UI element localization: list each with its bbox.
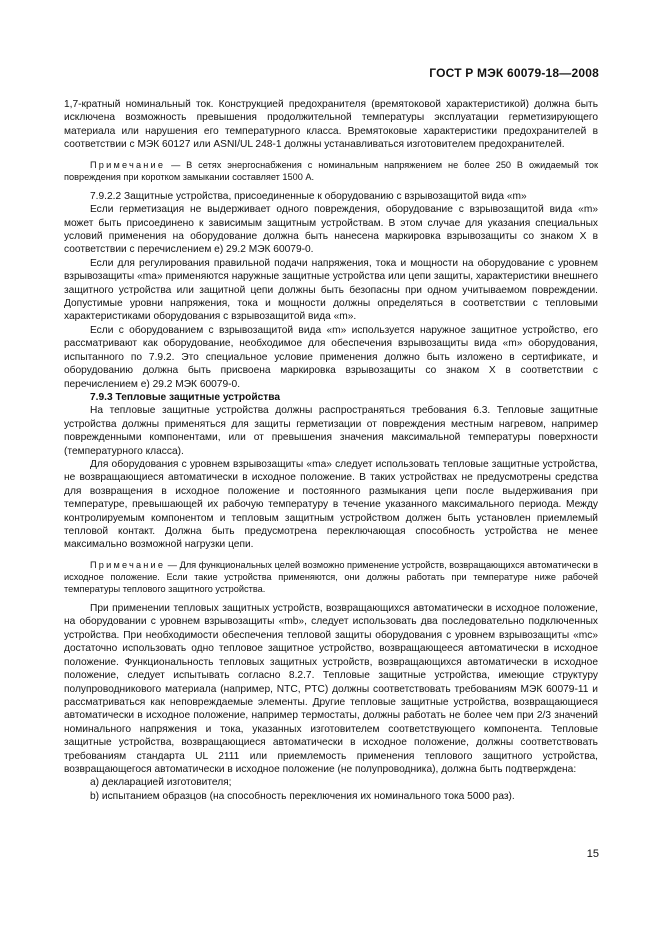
page-body: [64, 98, 598, 803]
paragraph-fuse-current: 1,7-кратный номинальный ток. Конструкцией предохранителя (времятоковой характеристикой) должна быть исключена возможность превышения продолжительной температуры эксплуатации герметизирующего материала или нарушения его температурного класса. Времятоковые характеристики предохранителей в соответствии с МЭК 60127 или ASNI/UL 248-1 должны устанавливаться изготовителем предохранителей.: [64, 99, 598, 151]
note-label: Примечание: [90, 159, 166, 170]
page-number: 15: [586, 848, 599, 860]
list-item-a: a) декларацией изготовителя;: [90, 777, 232, 789]
paragraph-ma-level: Для оборудования с уровнем взрывозащиты «ma» следует использовать тепловые защитные устройства, не возвращающиеся автоматически в исходное положение. В таких устройствах не предусмотрены средства для возвращения в исходное положение и постоянного размыкания цепи после выдерживания при температуре, превышающей их рабочую температуру в течение указанного максимального периода. Между контролируемым компонентом и тепловым защитным устройством должен быть установлен приемлемый тепловой контакт. Должна быть предусмотрена переключающая способность устройства не менее максимально возможной нагрузки цепи.: [64, 458, 598, 551]
paragraph-external-protection: Если для регулирования правильной подачи напряжения, тока и мощности на оборудование с уровнем взрывозащиты «ma» применяются наружные защитные устройства или цепи защиты, характеристики внешнего защитного устройства или защитной цепи должны быть безопасны при одном учитываемом повреждении. Допустимые уровни напряжения, тока и мощности должны определяться в соответствии с тепловыми характеристиками оборудования с взрывозащитой вида «m».: [64, 257, 598, 323]
note-text: — Для функциональных целей возможно применение устройств, возвращающихся автоматически в исходное положение. Если такие устройства применяются, они должны работать при температуре ниже рабочей температуры теплового защитного устройства.: [64, 559, 598, 594]
list-item-b: b) испытанием образцов (на способность переключения их номинального тока 5000 раз).: [90, 790, 515, 802]
paragraph-mb-mc-levels: При применении тепловых защитных устройств, возвращающихся автоматически в исходное положение, на оборудовании с уровнем взрывозащиты «mb», следует использовать два последовательно подключенных устройства. При необходимости обеспечения тепловой защиты оборудования с уровнем взрывозащиты «mc» достаточно использовать одно тепловое защитное устройство, возвращающееся автоматически в исходное положение. Функциональность тепловых защитных устройств, возвращающихся автоматически в исходное положение, следует испытывать согласно 8.2.7. Тепловые защитные устройства, имеющие структуру полупроводникового материала (например, NTC, PTC) должны соответствовать требованиям МЭК 60079-11 и рассматриваться как неповреждаемые элементы. Другие тепловые защитные устройства, возвращающиеся автоматически в исходное положение, например термостаты, должны работать не более чем при 2/3 значений номинального напряжения и тока, указанных изготовителем соответствующего компонента. Тепловые защитные устройства, возвращающиеся автоматически в исходное положение, должны соответствовать требованиям стандарта UL 2111 или приемлемость применения теплового защитного устройства, возвращающегося автоматически в исходное положение (не полупроводника), должна быть подтверждена:: [64, 603, 598, 775]
note-label: Примечание: [90, 559, 166, 570]
note-fault-current: [64, 159, 598, 183]
paragraph-thermal-requirements: На тепловые защитные устройства должны распространяться требования 6.3. Тепловые защитные устройства должны применяться для защиты герметизации от повреждения местным нагревом, например поврежденными компонентами, или от превышения значения максимальной температуры поверхности (температурного класса).: [64, 405, 598, 457]
note-text: — В сетях энергоснабжения с номинальным напряжением не более 250 В ожидаемый ток повреждения при коротком замыкании составляет 1500 А.: [64, 159, 598, 182]
paragraph-dependent-devices: Если герметизация не выдерживает одного повреждения, оборудование с взрывозащитой вида «m» может быть присоединено к зависимым защитным устройствам. В этом случае для указания специальных условий применения на оборудование должна быть нанесена маркировка взрывозащиты со знаком X в соответствии с перечислением e) 29.2 МЭК 60079-0.: [64, 204, 598, 256]
subclause-7-9-2-2: 7.9.2.2 Защитные устройства, присоединенные к оборудованию с взрывозащитой вида «m»: [90, 190, 527, 202]
document-header: ГОСТ Р МЭК 60079-18—2008: [429, 66, 599, 80]
heading-7-9-3: 7.9.3 Тепловые защитные устройства: [90, 391, 281, 403]
paragraph-external-device-cert: Если с оборудованием с взрывозащитой вида «m» используется наружное защитное устройство, его рассматривают как оборудование, необходимое для обеспечения взрывозащиты вида «m» оборудования, испытанного по 7.9.2. Это специальное условие применения должно быть изложено в сертификате, и оборудованию должна быть присвоена маркировка взрывозащиты со знаком X в соответствии с перечислением e) 29.2 МЭК 60079-0.: [64, 324, 598, 390]
note-auto-reset: [64, 559, 598, 595]
